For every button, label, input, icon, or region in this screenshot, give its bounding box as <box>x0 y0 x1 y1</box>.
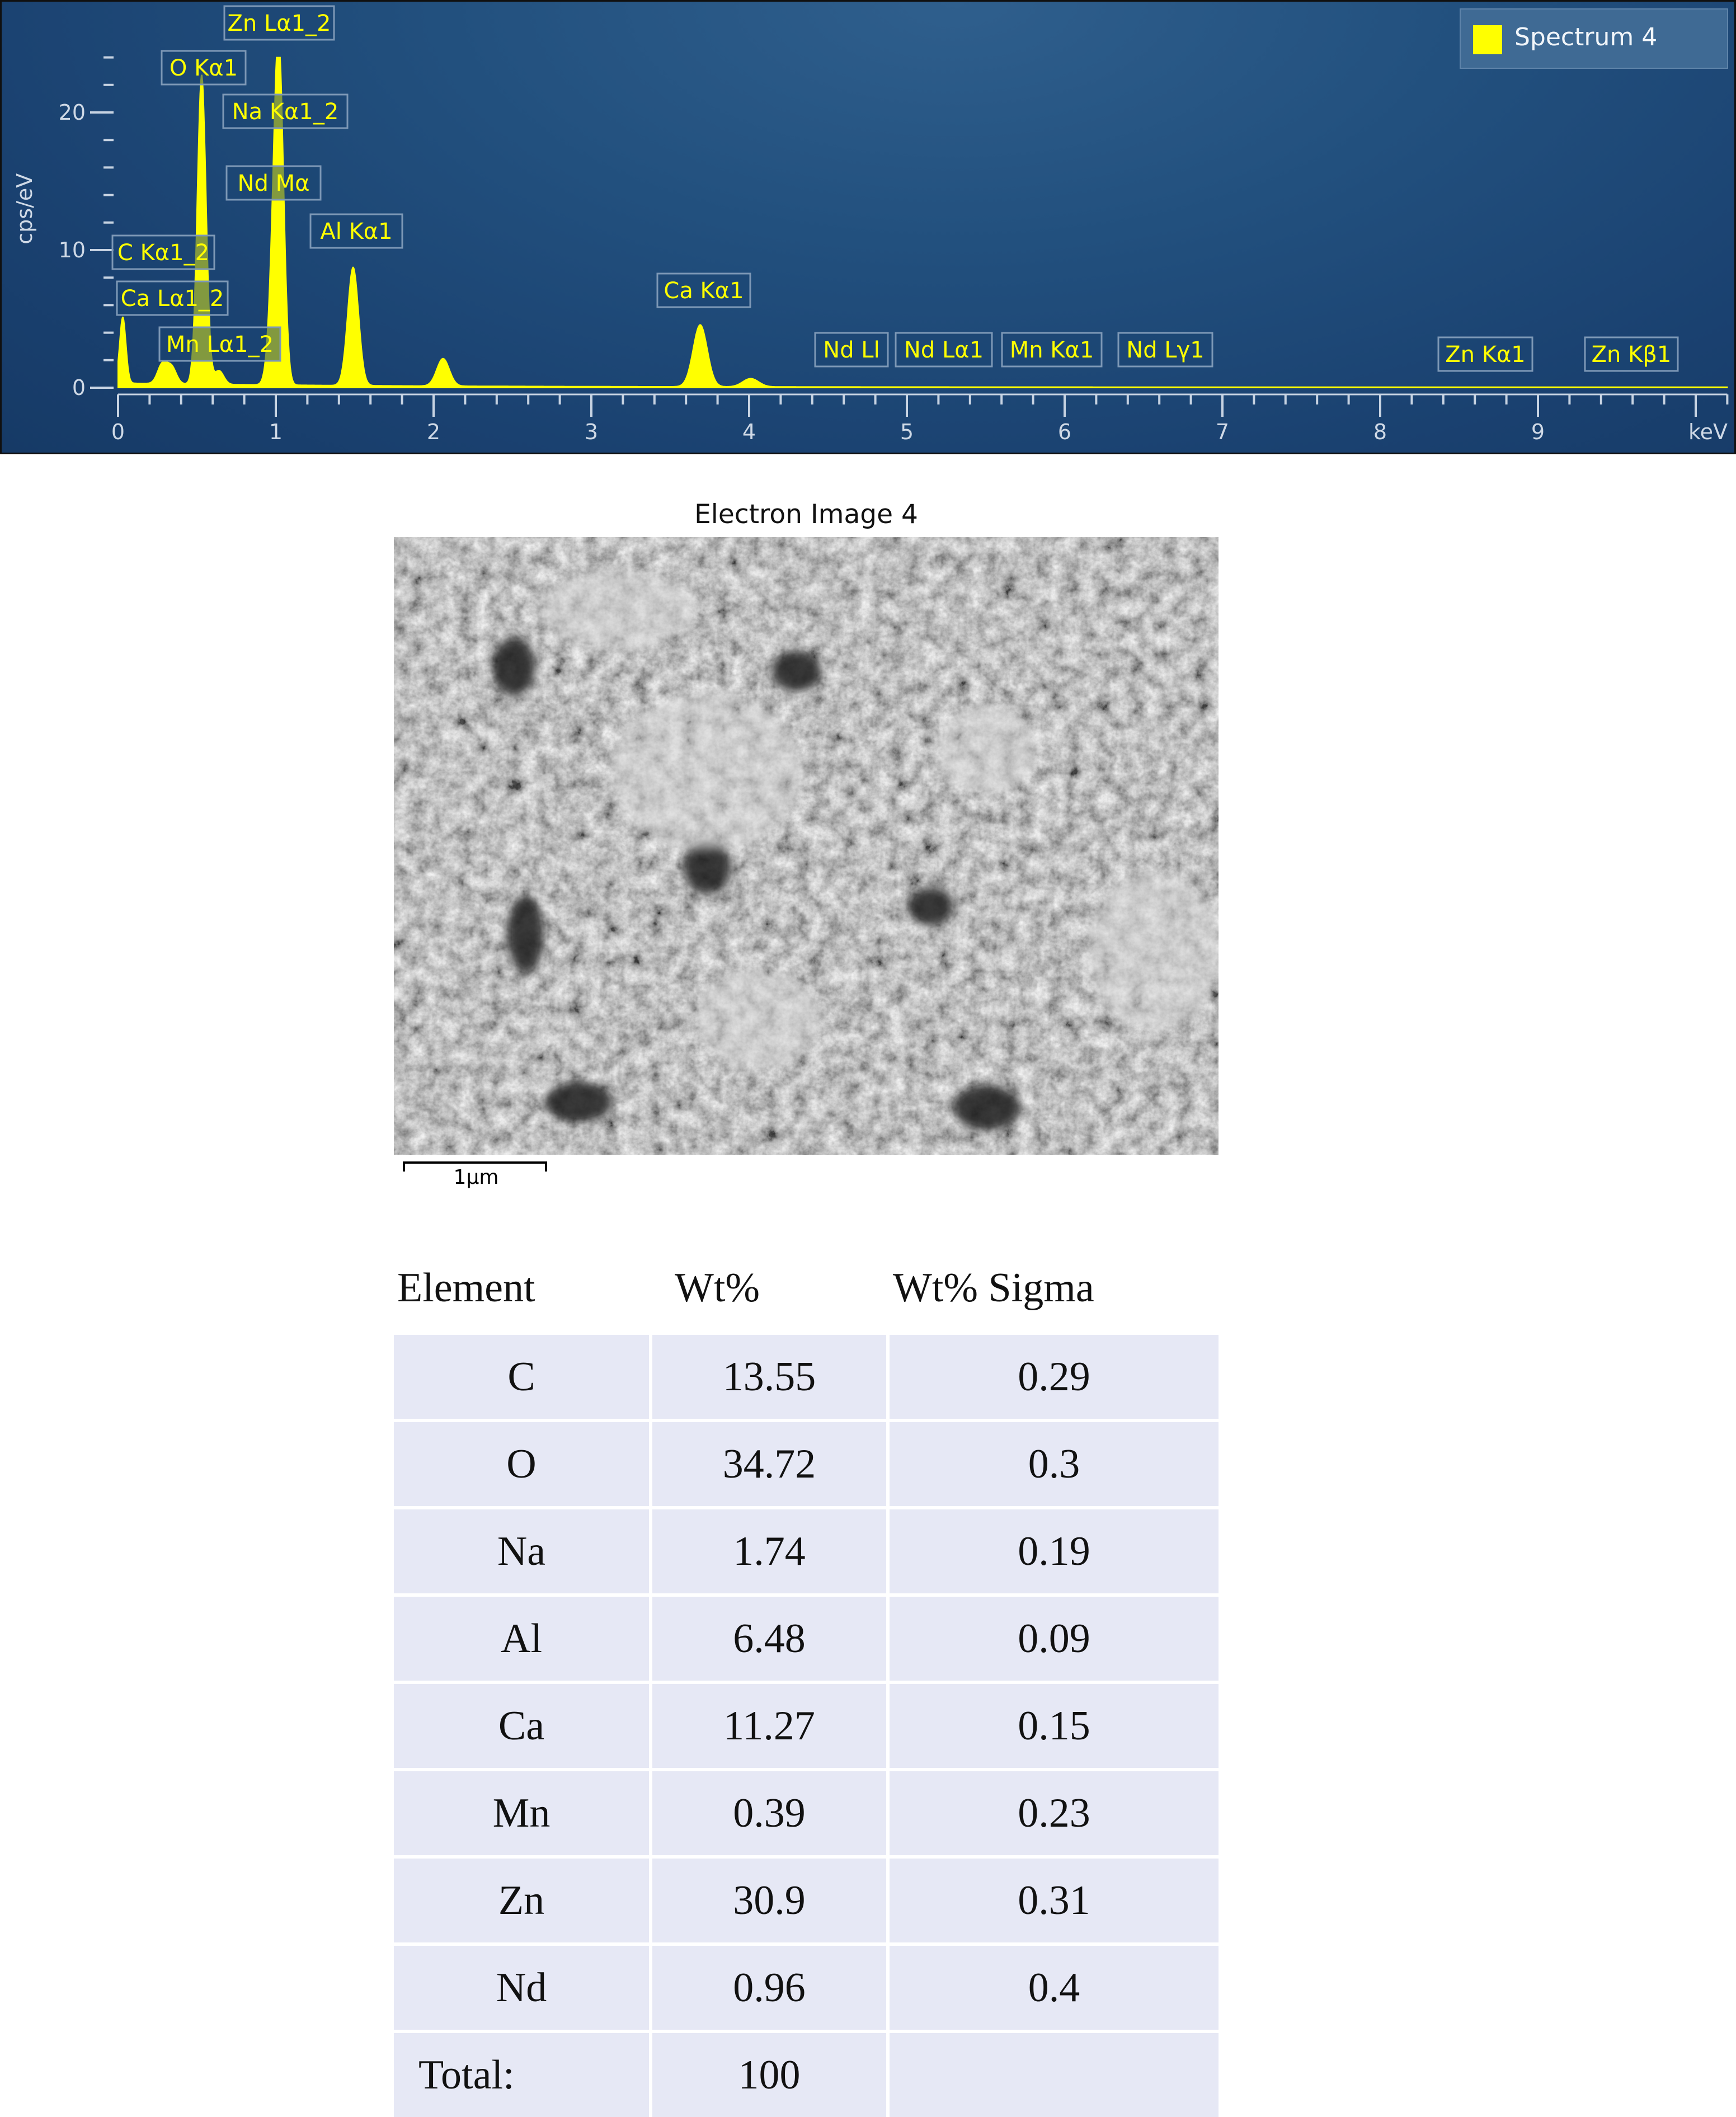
table-body <box>394 1332 1219 2117</box>
table-total-row <box>394 2030 1219 2117</box>
peak-label: Zn Kα1 <box>1445 342 1526 368</box>
legend-label: Spectrum 4 <box>1514 23 1658 51</box>
x-tick-label: 2 <box>426 420 441 444</box>
electron-image-title: Electron Image 4 <box>694 499 918 530</box>
cell-wt-percent: 11.27 <box>652 1681 890 1768</box>
peak-label: Na Kα1_2 <box>232 99 339 125</box>
x-tick-label: 8 <box>1373 420 1387 444</box>
spectrum-chart <box>2 2 1734 453</box>
peak-label: Nd Lα1 <box>904 337 984 363</box>
y-axis-label: cps/eV <box>12 173 37 244</box>
table-row <box>394 1419 1219 1506</box>
peak-label: Ca Lα1_2 <box>120 286 224 312</box>
peak-label: O Kα1 <box>169 55 238 81</box>
table-row <box>394 1942 1219 2030</box>
x-tick-label: 7 <box>1215 420 1230 444</box>
table-row <box>394 1768 1219 1855</box>
y-tick-label: 0 <box>72 375 86 400</box>
scale-bar <box>403 1161 549 1189</box>
peak-label: Nd Lγ1 <box>1126 337 1205 363</box>
x-axis-label: keV <box>1688 420 1728 444</box>
cell-wt-sigma: 0.15 <box>890 1681 1219 1768</box>
cell-wt-sigma: 0.19 <box>890 1506 1219 1593</box>
cell-element: Mn <box>394 1768 652 1855</box>
cell-wt-percent: 30.9 <box>652 1855 890 1942</box>
peak-label: Mn Kα1 <box>1009 337 1094 363</box>
header-wt-percent: Wt% <box>652 1244 890 1332</box>
cell-wt-percent: 1.74 <box>652 1506 890 1593</box>
peak-label: Nd Ll <box>823 337 880 363</box>
cell-wt-sigma: 0.29 <box>890 1332 1219 1419</box>
cell-total-value: 100 <box>652 2030 890 2117</box>
x-tick-label: 1 <box>269 420 283 444</box>
composition-table <box>394 1244 1219 2117</box>
peak-label: Zn Kβ1 <box>1591 342 1672 368</box>
cell-wt-percent: 0.96 <box>652 1942 890 2030</box>
cell-wt-percent: 13.55 <box>652 1332 890 1419</box>
scale-bar-label: 1µm <box>453 1166 499 1189</box>
cell-element: C <box>394 1332 652 1419</box>
cell-element: Ca <box>394 1681 652 1768</box>
table-row <box>394 1332 1219 1419</box>
cell-wt-sigma: 0.31 <box>890 1855 1219 1942</box>
peak-label: Mn Lα1_2 <box>166 332 274 357</box>
header-element: Element <box>394 1244 652 1332</box>
peak-label: Ca Kα1 <box>664 278 744 304</box>
eds-spectrum-panel <box>0 0 1736 454</box>
micrograph-fine-texture <box>394 537 1219 1155</box>
cell-wt-percent: 6.48 <box>652 1593 890 1681</box>
table-row <box>394 1593 1219 1681</box>
legend[interactable] <box>1460 8 1728 69</box>
cell-element: Zn <box>394 1855 652 1942</box>
peak-label: Al Kα1 <box>320 219 393 244</box>
cell-wt-sigma: 0.4 <box>890 1942 1219 2030</box>
y-tick-label: 10 <box>58 238 86 262</box>
table-row <box>394 1506 1219 1593</box>
x-tick-label: 4 <box>742 420 756 444</box>
table-header-row <box>394 1244 1219 1332</box>
cell-wt-sigma: 0.09 <box>890 1593 1219 1681</box>
cell-wt-percent: 0.39 <box>652 1768 890 1855</box>
cell-element: O <box>394 1419 652 1506</box>
x-tick-label: 5 <box>900 420 914 444</box>
cell-total-sigma <box>890 2030 1219 2117</box>
cell-element: Al <box>394 1593 652 1681</box>
peak-label: C Kα1_2 <box>117 240 210 266</box>
cell-wt-percent: 34.72 <box>652 1419 890 1506</box>
sem-micrograph <box>394 537 1219 1155</box>
cell-wt-sigma: 0.23 <box>890 1768 1219 1855</box>
table-row <box>394 1855 1219 1942</box>
x-tick-label: 9 <box>1531 420 1545 444</box>
cell-element: Na <box>394 1506 652 1593</box>
x-tick-label: 3 <box>584 420 599 444</box>
legend-swatch <box>1473 25 1502 54</box>
x-tick-label: 0 <box>111 420 125 444</box>
table-row <box>394 1681 1219 1768</box>
x-tick-label: 6 <box>1057 420 1072 444</box>
peak-label: Zn Lα1_2 <box>227 11 331 36</box>
peak-label: Nd Mα <box>237 171 310 196</box>
y-tick-label: 20 <box>58 100 86 125</box>
cell-total-label: Total: <box>394 2030 652 2117</box>
header-wt-sigma: Wt% Sigma <box>890 1244 1219 1332</box>
cell-wt-sigma: 0.3 <box>890 1419 1219 1506</box>
cell-element: Nd <box>394 1942 652 2030</box>
